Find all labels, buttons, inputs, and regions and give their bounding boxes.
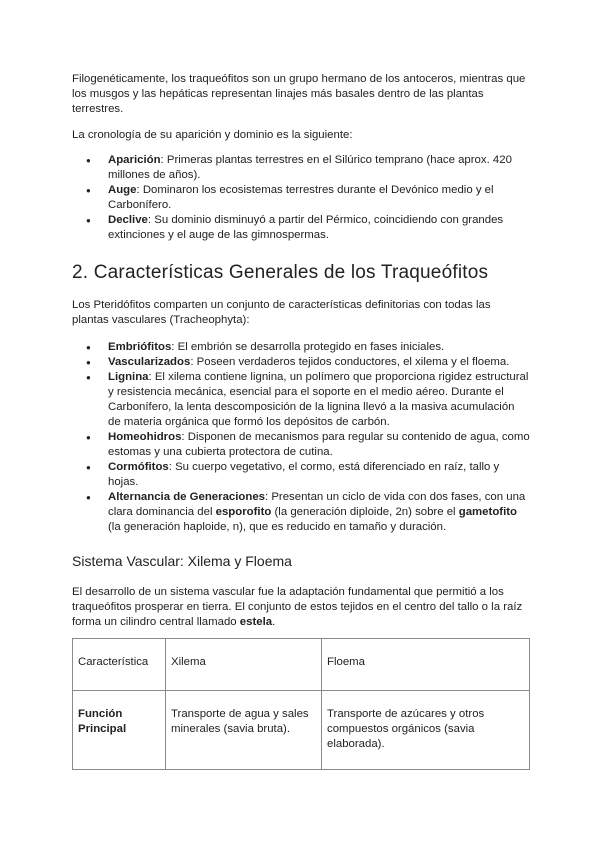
list-item <box>108 153 530 183</box>
subsection-heading: Sistema Vascular: Xilema y Floema <box>72 553 292 569</box>
item-term: Auge <box>108 184 137 196</box>
list-item <box>108 355 530 370</box>
table-header-row <box>73 639 530 691</box>
item-term: Alternancia de Generaciones <box>108 491 265 503</box>
chronology-intro: La cronología de su aparición y dominio es la siguiente: <box>72 129 353 141</box>
table-cell: Transporte de agua y sales minerales (savia bruta). <box>166 691 322 770</box>
list-item <box>108 183 530 213</box>
item-term: Aparición <box>108 154 161 166</box>
table-header-cell: Xilema <box>166 639 322 691</box>
row-label-text: Función Principal <box>78 708 127 735</box>
list-item <box>108 340 530 355</box>
table-row <box>73 691 530 770</box>
item-term: Vascularizados <box>108 356 191 368</box>
intro-paragraph: Filogenéticamente, los traqueófitos son un grupo hermano de los antoceros, mientras que los musgos y las hepáticas representan linajes más basales dentro de las plantas terrestres. <box>72 73 526 115</box>
list-item <box>108 213 530 243</box>
item-text: : Dominaron los ecosistemas terrestres durante el Devónico medio y el Carbonífero. <box>108 184 494 211</box>
item-text: : Poseen verdaderos tejidos conductores, el xilema y el floema. <box>190 356 510 368</box>
list-item <box>108 460 530 490</box>
section-intro: Los Pteridófitos comparten un conjunto de características definitorias con todas las plantas vasculares (Tracheophyta): <box>72 299 491 326</box>
table-cell: Transporte de azúcares y otros compuestos orgánicos (savia elaborada). <box>322 691 530 770</box>
table-header-cell: Floema <box>322 639 530 691</box>
list-item <box>108 370 530 430</box>
table-row-label <box>73 691 166 770</box>
item-term: Declive <box>108 214 148 226</box>
item-text: : El xilema contiene lignina, un polímero que proporciona rigidez estructural y resistencia mecánica, esencial para el soporte en el medio aéreo. Durante el Carbonífero, la lenta descomposición de la lignina llevó a la masiva acumulación de materia orgánica que formó los depósitos de carbón. <box>108 371 529 428</box>
item-text: (la generación haploide, n), que es reducido en tamaño y duración. <box>108 521 447 533</box>
list-item <box>108 430 530 460</box>
item-text: (la generación diploide, 2n) sobre el <box>271 506 459 518</box>
paragraph-text: . <box>272 616 276 628</box>
paragraph-bold: estela <box>239 616 273 628</box>
document-page <box>72 72 530 770</box>
item-text: : Su cuerpo vegetativo, el cormo, está diferenciado en raíz, tallo y hojas. <box>108 461 500 488</box>
item-term: Embriófitos <box>108 341 172 353</box>
item-term: Homeohidros <box>108 431 182 443</box>
chronology-list <box>72 153 530 243</box>
item-bold: gametofito <box>458 506 517 518</box>
section-heading: 2. Características Generales de los Traqueófitos <box>72 262 489 283</box>
item-term: Cormófitos <box>108 461 169 473</box>
item-text: : Disponen de mecanismos para regular su contenido de agua, como estomas y una cubierta protectora de cutina. <box>108 431 530 458</box>
item-text: : El embrión se desarrolla protegido en fases iniciales. <box>171 341 445 353</box>
list-item <box>108 490 530 535</box>
item-text: : Primeras plantas terrestres en el Silúrico temprano (hace aprox. 420 millones de años). <box>108 154 512 181</box>
table-header-cell: Característica <box>73 639 166 691</box>
vascular-paragraph <box>72 585 530 630</box>
comparison-table <box>72 638 530 770</box>
paragraph-text: El desarrollo de un sistema vascular fue la adaptación fundamental que permitió a los traqueófitos prosperar en tierra. El conjunto de estos tejidos en el centro del tallo o la raíz forma un cilindro central llamado <box>72 586 523 628</box>
item-text: : Su dominio disminuyó a partir del Pérmico, coincidiendo con grandes extinciones y el auge de las gimnospermas. <box>108 214 504 241</box>
characteristics-list <box>72 340 530 535</box>
item-term: Lignina <box>108 371 149 383</box>
item-text: : Presentan un ciclo de vida con dos fases, con una clara dominancia del <box>108 491 526 518</box>
item-bold: esporofito <box>215 506 272 518</box>
